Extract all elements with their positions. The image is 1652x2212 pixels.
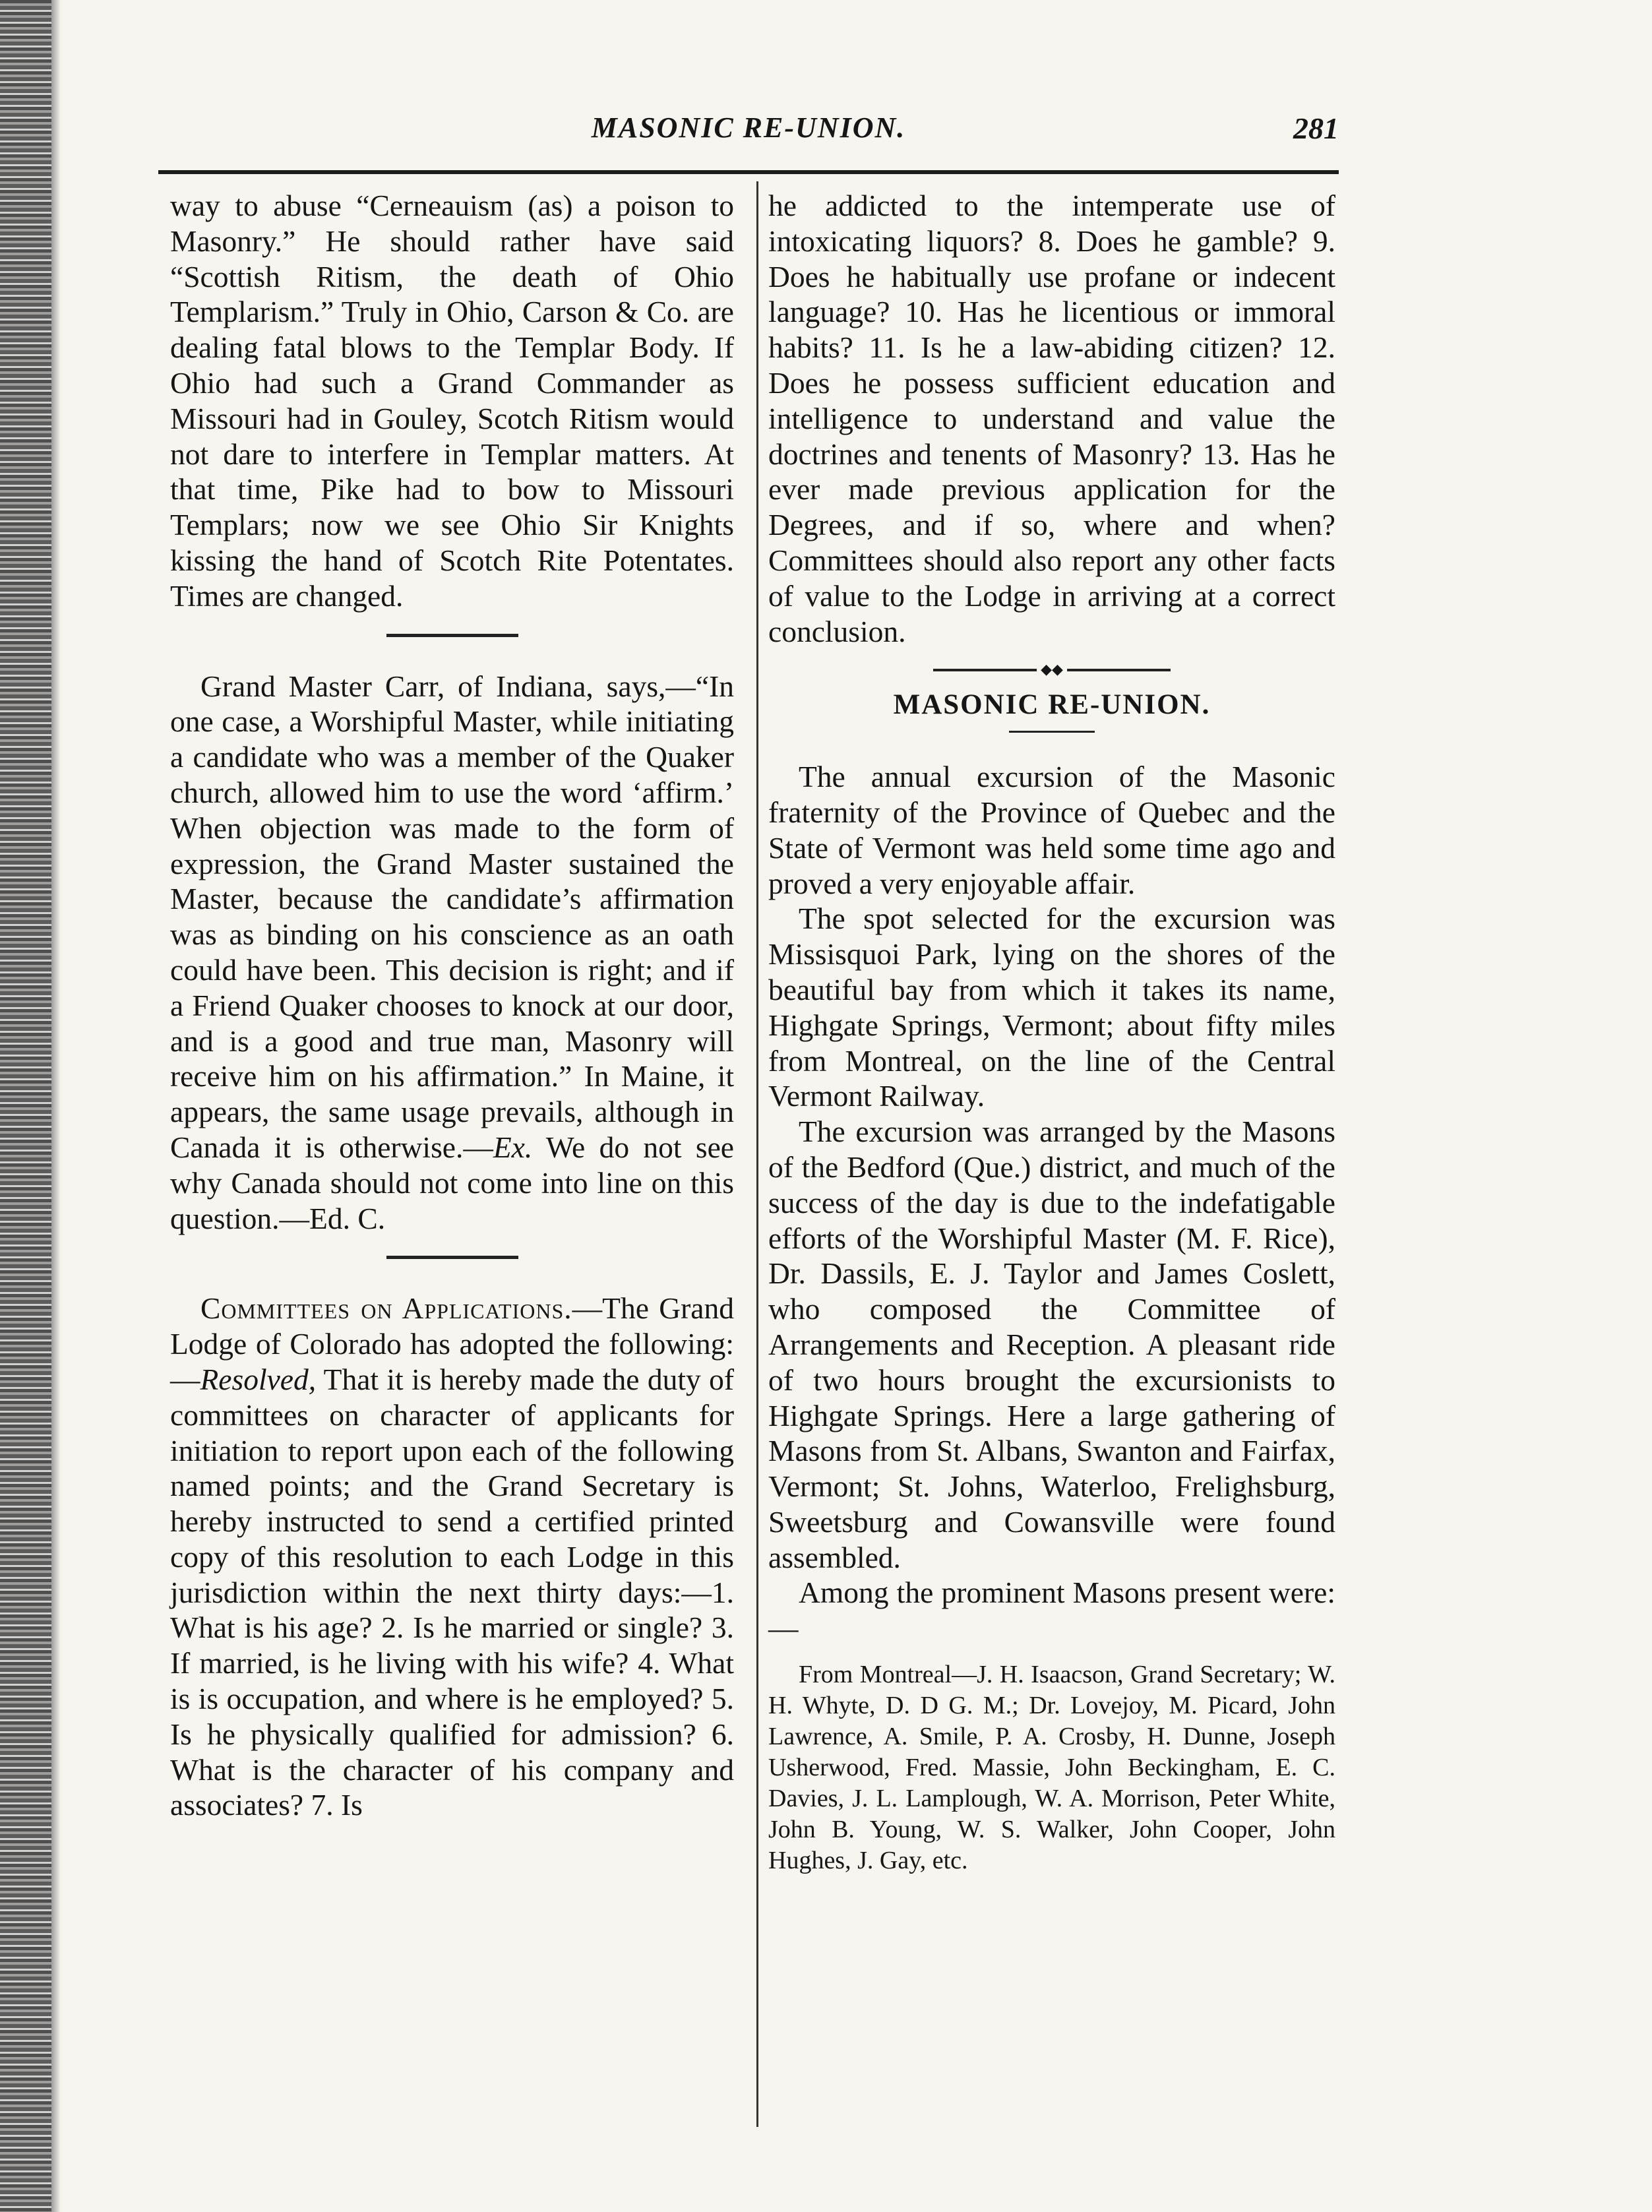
paragraph-quaker-affirmation <box>170 669 734 1237</box>
quaker-text: Grand Master Carr, of Indiana, says,—“In one case, a Worshipful Master, while initiating a candidate who was a member of the Quaker church, allowed him to use the word ‘affirm.’ When objection was made to the form of expression, the Grand Master sustained the Master, because the candidate’s affirmation was as binding on his conscience as an oath could have been. This decision is right; and if a Friend Quaker chooses to knock at our door, and is a good and true man, Masonry will receive him on his affirmation.” In Maine, it appears, the same usage prevails, although in Canada it is otherwise.— <box>170 669 734 1164</box>
paragraph-annual-excursion: The annual excursion of the Masonic fraternity of the Province of Quebec and the State of Vermont was held some time ago and proved a very enjoyable affair. <box>768 760 1335 900</box>
paragraph-prominent-masons: Among the prominent Masons present were:— <box>768 1576 1335 1645</box>
column-divider <box>756 181 758 2127</box>
committees-text-b: That it is hereby made the duty of committees on character of applicants for initiation to report upon each of the following named points; and the Grand Secretary is hereby instructed to send a certified printed copy of this resolution to each Lodge in this jurisdiction within the next thirty days:—1. What is his age? 2. Is he married or single? 3. If married, is he living with his wife? 4. What is is occupation, and where is he employed? 5. Is he physically qualified for admission? 6. What is the character of his company and associates? 7. Is <box>170 1362 734 1822</box>
ornament-diamond-icon: ◆◆ <box>1037 662 1067 677</box>
separator-rule <box>386 634 518 637</box>
paragraph-scottish-ritism: way to abuse “Cerneauism (as) a poison to Masonry.” He should rather have said “Scottish Ritism, the death of Ohio Templarism.” Truly in Ohio, Carson & Co. are dealing fatal blows to the Templar Body. If Ohio had such a Grand Commander as Missouri had in Gouley, Scotch Ritism would not dare to interfere in Templar matters. At that time, Pike had to bow to Missouri Templars; now we see Ohio Sir Knights kissing the hand of Scotch Rite Potentates. Times are changed. <box>170 189 734 613</box>
ornamental-separator <box>933 661 1171 678</box>
editor-comment: We do not see why Canada should not come into line on this question.—Ed. C. <box>170 1130 734 1235</box>
ex-abbreviation: Ex. <box>493 1130 533 1164</box>
page-header <box>158 111 1339 157</box>
left-column <box>170 188 734 1823</box>
binding-shadow <box>51 0 61 2212</box>
separator-rule <box>386 1256 518 1259</box>
page-number: 281 <box>1293 111 1339 145</box>
heading-underline <box>1009 731 1095 733</box>
resolved-word: Resolved, <box>200 1362 317 1396</box>
committees-text-a: —The Grand Lodge of Colorado has adopted the following:— <box>170 1291 734 1396</box>
header-rule <box>158 170 1339 174</box>
paragraph-missisquoi-park: The spot selected for the excursion was Missisquoi Park, lying on the shores of the beautiful bay from which it takes its name, Highgate Springs, Vermont; about fifty miles from Montreal, on the line of the Central Vermont Railway. <box>768 902 1335 1113</box>
right-column <box>768 188 1335 1876</box>
section-lead: Committees on Applications. <box>200 1291 572 1326</box>
list-montreal-masons: From Montreal—J. H. Isaacson, Grand Secretary; W. H. Whyte, D. D G. M.; Dr. Lovejoy, M. Picard, John Lawrence, A. Smile, P. A. Crosby, H. Dunne, Joseph Usherwood, Fred. Massie, John Beckingham, E. C. Davies, J. L. Lamplough, W. A. Morrison, Peter White, John B. Young, W. S. Walker, John Cooper, John Hughes, J. Gay, etc. <box>768 1661 1335 1875</box>
paragraph-excursion-arranged: The excursion was arranged by the Masons of the Bedford (Que.) district, and much of the success of the day is due to the indefatigable efforts of the Worshipful Master (M. F. Rice), Dr. Dassils, E. J. Taylor and James Coslett, who composed the Committee of Arrangements and Reception. A pleasant ride of two hours brought the excursionists to Highgate Springs. Here a large gathering of Masons from St. Albans, Swanton and Fairfax, Vermont; St. Johns, Waterloo, Frelighsburg, Sweetsburg and Cowansville were found assembled. <box>768 1115 1335 1574</box>
book-binding-edge <box>0 0 51 2212</box>
running-title: MASONIC RE-UNION. <box>591 111 906 144</box>
paragraph-committees-on-applications <box>170 1291 734 1823</box>
section-heading: MASONIC RE-UNION. <box>893 689 1211 721</box>
paragraph-committee-questions: he addicted to the intemperate use of intoxicating liquors? 8. Does he gamble? 9. Does he habitually use profane or indecent language? 10. Has he licentious or immoral habits? 11. Is he a law-abiding citizen? 12. Does he possess sufficient education and intelligence to understand and value the doctrines and tenents of Masonry? 13. Has he ever made previous application for the Degrees, and if so, where and when? Committees should also report any other facts of value to the Lodge in arriving at a correct conclusion. <box>768 189 1335 648</box>
